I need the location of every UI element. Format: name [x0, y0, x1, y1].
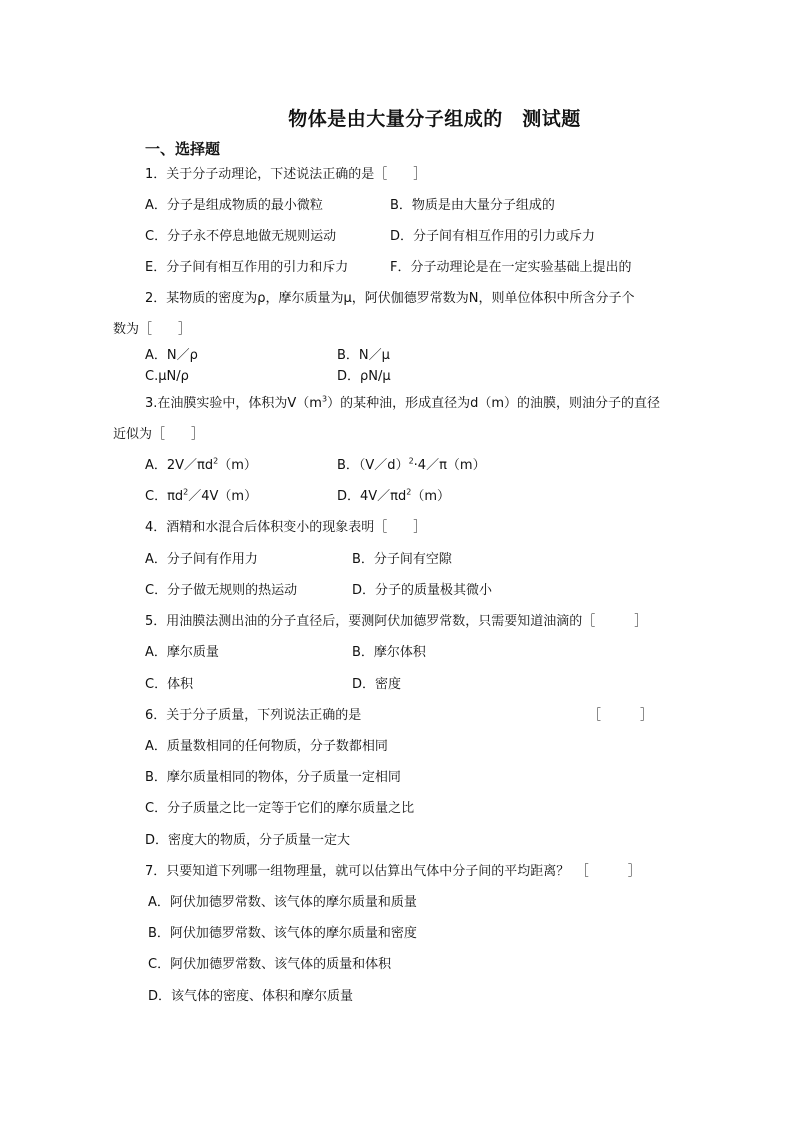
q3-b-post: ·4／π（m）: [413, 458, 486, 473]
q3-d-pre: D．4V／πd: [337, 489, 407, 504]
q3-a-sup: 2: [213, 456, 219, 466]
section-heading: 一、选择题: [145, 140, 221, 158]
question-5-option-c: C．体积: [145, 677, 194, 692]
question-6-answer-bracket: ［ ］: [588, 708, 654, 723]
question-5-option-b: B．摩尔体积: [352, 645, 426, 660]
question-7-option-c: C．阿伏加德罗常数、该气体的质量和体积: [148, 957, 392, 972]
question-6-option-d: D．密度大的物质，分子质量一定大: [145, 833, 351, 848]
question-1-option-b: B．物质是由大量分子组成的: [390, 198, 555, 213]
question-3-option-a: [145, 457, 257, 475]
question-6-option-c: C．分子质量之比一定等于它们的摩尔质量之比: [145, 801, 415, 816]
q3-stem-post: ）的某种油，形成直径为d（m）的油膜，则油分子的直径: [327, 396, 660, 411]
q3-c-post: ／4V（m）: [188, 489, 258, 504]
page-title: 物体是由大量分子组成的 测试题: [288, 108, 581, 130]
question-4-option-d: D．分子的质量极其微小: [352, 583, 493, 598]
question-3-option-b: [337, 457, 486, 475]
question-1-option-d: D．分子间有相互作用的引力或斥力: [390, 229, 596, 244]
question-6-option-b: B．摩尔质量相同的物体，分子质量一定相同: [145, 770, 401, 785]
question-4-option-a: A．分子间有作用力: [145, 552, 258, 567]
question-7-option-d: D．该气体的密度、体积和摩尔质量: [148, 989, 354, 1004]
question-6-option-a: A．质量数相同的任何物质，分子数都相同: [145, 739, 388, 754]
question-5-stem: 5．用油膜法测出油的分子直径后，要测阿伏加德罗常数，只需要知道油滴的［ ］: [145, 614, 648, 629]
question-6-stem: 6．关于分子质量，下列说法正确的是: [145, 708, 362, 723]
question-7-option-a: A．阿伏加德罗常数、该气体的摩尔质量和质量: [148, 895, 417, 910]
question-1-stem: 1．关于分子动理论，下述说法正确的是［ ］: [145, 167, 427, 182]
q3-stem-pre: 3.在油膜实验中，体积为V（m: [145, 396, 322, 411]
question-3-stem-line1: [145, 395, 660, 413]
question-2-stem-line1: 2．某物质的密度为ρ，摩尔质量为μ，阿伏伽德罗常数为N，则单位体积中所含分子个: [145, 291, 635, 306]
q3-b-pre: B．（V／d）: [337, 458, 409, 473]
question-1-option-a: A．分子是组成物质的最小微粒: [145, 198, 323, 213]
question-4-option-b: B．分子间有空隙: [352, 552, 452, 567]
question-3-stem-line2: 近似为［ ］: [113, 427, 205, 442]
q3-c-sup: 2: [183, 487, 189, 497]
question-2-option-c: C.μN/ρ: [145, 369, 189, 384]
question-1-option-c: C．分子永不停息地做无规则运动: [145, 229, 337, 244]
question-5-option-a: A．摩尔质量: [145, 645, 219, 660]
question-2-option-a: A．N／ρ: [145, 348, 198, 363]
q3-a-pre: A．2V／πd: [145, 458, 214, 473]
q3-d-post: （m）: [411, 489, 451, 504]
question-5-option-d: D．密度: [352, 677, 402, 692]
q3-d-sup: 2: [406, 487, 412, 497]
question-3-option-d: [337, 488, 450, 506]
q3-b-sup: 2: [408, 456, 414, 466]
question-4-stem: 4．酒精和水混合后体积变小的现象表明［ ］: [145, 520, 427, 535]
question-4-option-c: C．分子做无规则的热运动: [145, 583, 298, 598]
question-7-stem: 7．只要知道下列哪一组物理量，就可以估算出气体中分子间的平均距离？ ［ ］: [145, 864, 641, 879]
question-2-stem-line2: 数为［ ］: [113, 322, 192, 337]
question-1-option-f: F．分子动理论是在一定实验基础上提出的: [390, 260, 632, 275]
q3-c-pre: C．πd: [145, 489, 184, 504]
question-2-option-d: D．ρN/μ: [337, 369, 391, 384]
q3-stem-sup: 3: [321, 394, 328, 404]
q3-a-post: （m）: [218, 458, 257, 473]
question-7-option-b: B．阿伏加德罗常数、该气体的摩尔质量和密度: [148, 926, 417, 941]
question-3-option-c: [145, 488, 257, 506]
question-2-option-b: B．N／μ: [337, 348, 390, 363]
question-1-option-e: E．分子间有相互作用的引力和斥力: [145, 260, 349, 275]
